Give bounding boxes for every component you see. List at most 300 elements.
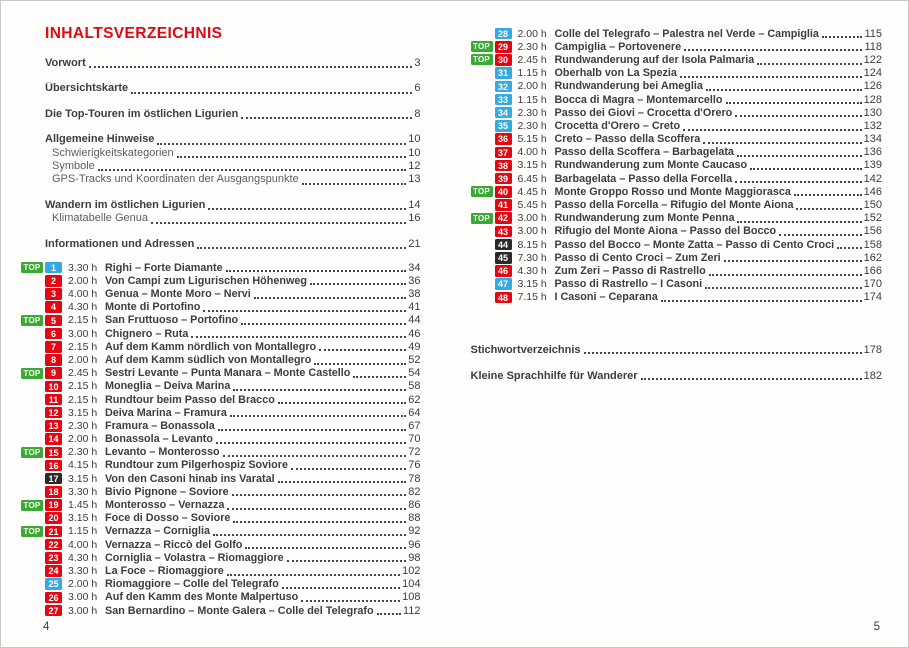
toc-entry-label: Die Top-Touren im östlichen Ligurien [45,107,239,120]
top-badge: TOP [21,447,43,458]
tour-page-number: 96 [408,538,421,551]
tour-title: Corniglia – Volastra – Riomaggiore [105,551,284,564]
tour-page-number: 128 [863,93,882,106]
top-badge-slot [471,68,495,79]
tour-number-badge: 4 [45,301,62,313]
dot-leader [282,587,400,589]
top-badge-slot [21,579,45,590]
page-number-left: 4 [43,621,50,633]
dot-leader [227,574,400,576]
tour-number-badge: 48 [495,292,512,304]
tour-duration: 4.30 h [68,301,98,314]
dot-leader [278,481,407,483]
toc-entry-page: 3 [414,57,421,69]
dot-leader [278,402,406,404]
tour-page-number: 142 [863,172,882,185]
top-badge-slot [471,41,495,52]
top-badge-slot [471,28,495,39]
top-badge-slot [471,107,495,118]
tour-entry [21,459,421,472]
tour-page-number: 86 [408,499,421,512]
tour-duration: 3.15 h [517,278,547,291]
tour-entry [21,367,421,380]
tour-page-number: 150 [863,199,882,212]
tour-page-number: 64 [408,406,421,419]
toc-entry-label: Wandern im östlichen Ligurien [45,198,206,211]
tour-title: Rundwanderung zum Monte Penna [554,212,735,225]
tour-number-badge: 14 [45,433,62,445]
tour-number-badge: 33 [495,94,512,106]
toc-entry [45,199,421,212]
tour-duration: 7.15 h [517,291,547,304]
dot-leader [796,208,861,210]
dot-leader [208,208,406,210]
dot-leader [779,234,862,236]
tour-title: Rundtour zum Pilgerhospiz Soviore [105,459,288,472]
toc-entry [45,108,421,121]
top-badge: TOP [21,315,43,326]
tour-number-badge: 31 [495,67,512,79]
tour-entry [21,525,421,538]
tour-number-badge: 38 [495,160,512,172]
dot-leader [377,613,401,615]
dot-leader [319,349,406,351]
tour-duration: 3.30 h [68,261,98,274]
tour-page-number: 166 [863,264,882,277]
front-matter-list [45,57,421,251]
tour-entry [21,353,421,366]
toc-entry [45,212,421,225]
back-matter-list [471,344,883,382]
top-badge-slot [471,292,495,303]
dot-leader [757,63,861,65]
tour-title: Von den Casoni hinab ins Varatal [105,472,275,485]
tour-title: Zum Zeri – Passo di Rastrello [554,264,706,277]
tour-entry [471,225,883,238]
tour-duration: 2.30 h [517,106,547,119]
tour-number-badge: 20 [45,512,62,524]
dot-leader [680,76,862,78]
tour-page-number: 126 [863,80,882,93]
tour-entry [471,238,883,251]
tour-entry [21,498,421,511]
tour-duration: 2.30 h [517,119,547,132]
tour-number-badge: 39 [495,173,512,185]
toc-entry [45,238,421,251]
tour-duration: 3.00 h [517,225,547,238]
tour-number-badge: 27 [45,605,62,617]
tour-page-number: 98 [408,551,421,564]
top-badge-slot [21,500,45,511]
tour-entry [21,327,421,340]
tour-number-badge: 30 [495,54,512,66]
tour-entry [471,27,883,40]
tour-number-badge: 23 [45,552,62,564]
tour-title: Passo della Scoffera – Barbagelata [554,146,734,159]
toc-entry-page: 8 [414,107,421,120]
tour-duration: 3.00 h [517,212,547,225]
dot-leader [737,221,861,223]
tour-title: Rundtour beim Passo del Bracco [105,393,275,406]
tour-title: Deiva Marina – Framura [105,406,227,419]
tour-page-number: 158 [863,238,882,251]
tour-duration: 2.00 h [68,433,98,446]
dot-leader [98,169,406,171]
tour-number-badge: 32 [495,81,512,93]
tour-duration: 3.00 h [68,327,98,340]
toc-entry [45,82,421,95]
tour-title: Rifugio del Monte Aiona – Passo del Bocco [554,225,777,238]
tour-title: Riomaggiore – Colle del Telegrafo [105,578,279,591]
tour-title: Rundwanderung zum Monte Caucaso [554,159,748,172]
tour-page-number: 174 [863,291,882,304]
dot-leader [191,336,406,338]
dot-leader [661,300,862,302]
tour-entry [471,93,883,106]
dot-leader [703,142,861,144]
dot-leader [197,247,406,249]
tour-title: Creto – Passo della Scoffera [554,133,701,146]
tour-duration: 3.00 h [68,591,98,604]
tour-duration: 2.00 h [68,578,98,591]
tour-duration: 1.15 h [517,67,547,80]
tour-title: Moneglia – Deiva Marina [105,380,231,393]
tour-number-badge: 46 [495,265,512,277]
tour-duration: 1.15 h [68,525,98,538]
top-badge-slot [21,526,45,537]
top-badge-slot [471,81,495,92]
tour-page-number: 76 [408,459,421,472]
dot-leader [794,194,862,196]
tour-number-badge: 42 [495,212,512,224]
tour-entry [471,53,883,66]
toc-entry-label: Allgemeine Hinweise [45,133,155,146]
tour-entry [21,512,421,525]
tour-duration: 3.15 h [68,512,98,525]
dot-leader [245,547,406,549]
top-badge-slot [471,226,495,237]
tour-page-number: 52 [408,353,421,366]
top-badge-slot [21,341,45,352]
dot-leader [709,274,862,276]
tour-title: Bivio Pignone – Soviore [105,485,229,498]
tour-title: Levanto – Monterosso [105,446,220,459]
tour-list-right [471,27,883,304]
toc-entry-page: 178 [863,343,882,356]
dot-leader [230,415,406,417]
tour-title: Oberhalb von La Spezia [554,67,677,80]
dot-leader [151,222,406,224]
dot-leader [216,442,406,444]
tour-number-badge: 16 [45,460,62,472]
dot-leader [213,534,406,536]
toc-entry-label: Stichwortverzeichnis [470,343,581,356]
tour-number-badge: 41 [495,199,512,211]
tour-entry [21,314,421,327]
toc-entry-label: Übersichtskarte [45,82,129,95]
tour-duration: 2.45 h [68,367,98,380]
toc-entry-page: 10 [408,146,421,159]
dot-leader [310,283,406,285]
toc-entry-label: Schwierigkeitskategorien [52,146,174,159]
tour-duration: 4.00 h [517,146,547,159]
top-badge-slot [471,252,495,263]
tour-number-badge: 25 [45,578,62,590]
tour-entry [21,446,421,459]
tour-number-badge: 40 [495,186,512,198]
tour-number-badge: 37 [495,147,512,159]
dot-leader [353,376,406,378]
tour-title: Campiglia – Portovenere [554,40,682,53]
dot-leader [706,89,862,91]
tour-entry [471,106,883,119]
tour-title: San Fruttuoso – Portofino [105,314,239,327]
tour-page-number: 78 [408,472,421,485]
tour-entry [21,340,421,353]
top-badge-slot [471,160,495,171]
dot-leader [218,429,406,431]
tour-entry [21,538,421,551]
tour-page-number: 70 [408,433,421,446]
toc-entry-page: 13 [408,173,421,186]
tour-title: Bocca di Magra – Montemarcello [554,93,723,106]
top-badge-slot [471,239,495,250]
tour-duration: 2.00 h [517,80,547,93]
tour-title: Passo di Cento Croci – Zum Zeri [554,251,721,264]
tour-duration: 3.15 h [68,406,98,419]
tour-title: Chignero – Ruta [105,327,189,340]
dot-leader [684,49,862,51]
tour-number-badge: 43 [495,226,512,238]
tour-page-number: 72 [408,446,421,459]
toc-entry [471,344,883,356]
top-badge-slot [21,605,45,616]
dot-leader [223,455,407,457]
tour-title: Monte Groppo Rosso und Monte Maggiorasca [554,185,791,198]
tour-page-number: 34 [408,261,421,274]
tour-duration: 5.15 h [517,133,547,146]
dot-leader [726,102,862,104]
tour-page-number: 118 [864,40,882,53]
tour-entry [471,278,883,291]
top-badge: TOP [21,262,43,273]
top-badge-slot [21,381,45,392]
tour-entry [21,393,421,406]
tour-number-badge: 2 [45,275,62,287]
tour-duration: 2.30 h [68,419,98,432]
tour-entry [471,159,883,172]
tour-title: Passo di Rastrello – I Casoni [554,278,703,291]
dot-leader [233,389,406,391]
tour-duration: 1.45 h [68,499,98,512]
tour-title: Vernazza – Corniglia [105,525,211,538]
tour-entry [471,212,883,225]
top-badge-slot [21,354,45,365]
toc-entry-page: 12 [408,160,421,173]
dot-leader [683,129,862,131]
top-badge-slot [21,565,45,576]
tour-entry [471,291,883,304]
top-badge-slot [471,279,495,290]
top-badge: TOP [21,526,43,537]
tour-duration: 6.45 h [517,172,547,185]
top-badge-slot [471,186,495,197]
tour-duration: 1.15 h [517,93,547,106]
dot-leader [241,117,412,119]
tour-duration: 2.00 h [517,27,547,40]
tour-number-badge: 11 [45,394,62,406]
tour-list-left [21,261,421,617]
tour-page-number: 41 [408,301,421,314]
dot-leader [735,181,862,183]
tour-duration: 2.30 h [517,40,547,53]
top-badge-slot [471,94,495,105]
tour-entry [471,67,883,80]
tour-entry [471,80,883,93]
dot-leader [641,378,862,380]
toc-entry-page: 16 [408,212,421,225]
tour-number-badge: 13 [45,420,62,432]
tour-title: Genua – Monte Moro – Nervi [105,288,251,301]
dot-leader [724,260,862,262]
toc-entry-label: Symbole [52,160,95,173]
dot-leader [301,600,400,602]
top-badge-slot [21,486,45,497]
tour-page-number: 132 [863,119,882,132]
tour-entry [471,172,883,185]
dot-leader [302,183,407,185]
tour-duration: 4.00 h [68,538,98,551]
dot-leader [226,270,407,272]
toc-entry [45,147,421,160]
tour-duration: 2.00 h [68,274,98,287]
top-badge-slot [21,407,45,418]
toc-entry [45,160,421,173]
tour-page-number: 124 [863,67,882,80]
tour-entry [21,591,421,604]
tour-title: Monterosso – Vernazza [105,499,225,512]
top-badge-slot [471,147,495,158]
tour-page-number: 38 [408,288,421,301]
top-badge: TOP [471,213,493,224]
tour-entry [21,287,421,300]
top-badge-slot [471,120,495,131]
toc-entry-page: 10 [408,133,421,146]
tour-title: San Bernardino – Monte Galera – Colle del Telegrafo [105,604,374,617]
top-badge-slot [21,434,45,445]
toc-entry [45,133,421,146]
tour-entry [471,251,883,264]
dot-leader [822,36,863,38]
tour-number-badge: 24 [45,565,62,577]
top-badge-slot [471,213,495,224]
tour-page-number: 102 [402,564,421,577]
tour-page-number: 130 [863,106,882,119]
top-badge-slot [21,262,45,273]
tour-entry [471,146,883,159]
tour-duration: 4.30 h [68,551,98,564]
tour-page-number: 162 [863,251,882,264]
top-badge-slot [21,447,45,458]
top-badge-slot [471,200,495,211]
top-badge-slot [21,552,45,563]
tour-number-badge: 15 [45,447,62,459]
dot-leader [131,92,412,94]
tour-duration: 4.30 h [517,264,547,277]
tour-entry [21,380,421,393]
tour-title: Righi – Forte Diamante [105,261,223,274]
tour-duration: 7.30 h [517,251,547,264]
tour-duration: 4.00 h [68,288,98,301]
dot-leader [705,287,862,289]
tour-page-number: 134 [863,133,882,146]
dot-leader [227,508,406,510]
toc-entry-page: 14 [408,198,421,211]
tour-number-badge: 28 [495,28,512,40]
tour-page-number: 139 [863,159,882,172]
tour-entry [471,185,883,198]
tour-number-badge: 6 [45,328,62,340]
tour-number-badge: 3 [45,288,62,300]
tour-entry [21,485,421,498]
tour-duration: 2.30 h [68,446,98,459]
tour-title: Passo dei Giovi – Crocetta d'Orero [554,106,733,119]
toc-entry-page: 6 [414,82,421,95]
top-badge-slot [21,275,45,286]
tour-title: Crocetta d'Orero – Creto [554,119,681,132]
tour-page-number: 112 [402,604,421,617]
tour-number-badge: 36 [495,133,512,145]
tour-entry [21,419,421,432]
tour-number-badge: 29 [495,41,512,53]
top-badge: TOP [21,500,43,511]
tour-title: Auf dem Kamm nördlich von Montallegro [105,340,317,353]
dot-leader [241,323,406,325]
top-badge-slot [21,539,45,550]
dot-leader [157,143,406,145]
tour-page-number: 122 [863,53,882,66]
top-badge-slot [21,302,45,313]
toc-entry [45,173,421,186]
tour-title: La Foce – Riomaggiore [105,564,224,577]
tour-duration: 8.15 h [517,238,547,251]
tour-duration: 2.00 h [68,353,98,366]
tour-duration: 2.15 h [68,314,98,327]
tour-duration: 4.15 h [68,459,98,472]
dot-leader [177,156,407,158]
tour-entry [21,604,421,617]
tour-page-number: 49 [408,340,421,353]
tour-entry [21,578,421,591]
top-badge-slot [21,460,45,471]
tour-title: Sestri Levante – Punta Manara – Monte Castello [105,367,351,380]
tour-number-badge: 10 [45,381,62,393]
tour-number-badge: 9 [45,367,62,379]
tour-entry [471,119,883,132]
dot-leader [233,521,406,523]
tour-number-badge: 34 [495,107,512,119]
dot-leader [737,155,862,157]
top-badge-slot [21,420,45,431]
toc-entry-page: 21 [408,237,421,250]
tour-title: Vernazza – Riccò del Golfo [105,538,243,551]
tour-title: Monte di Portofino [105,301,201,314]
tour-page-number: 115 [864,27,882,40]
toc-entry-page: 182 [863,369,882,382]
tour-page-number: 108 [402,591,421,604]
tour-entry [21,261,421,274]
tour-number-badge: 45 [495,252,512,264]
